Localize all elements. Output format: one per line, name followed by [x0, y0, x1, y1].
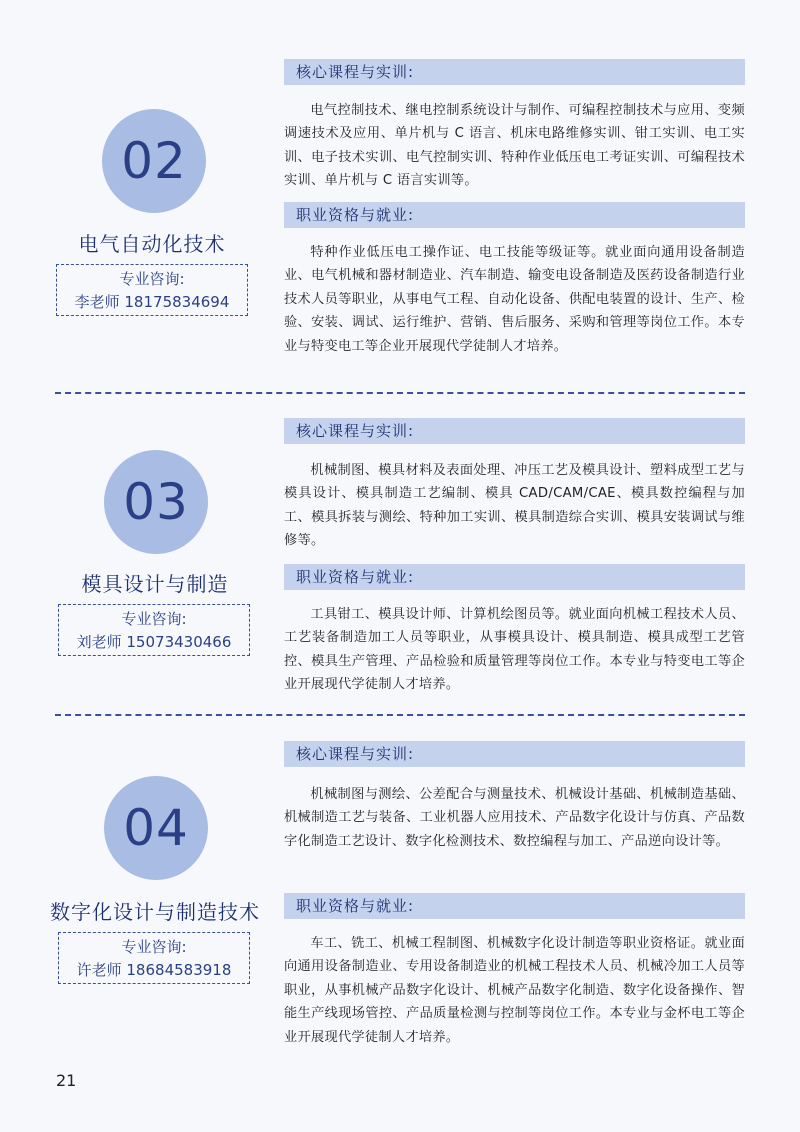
career-heading: 职业资格与就业: — [284, 202, 745, 228]
courses-text: 电气控制技术、继电控制系统设计与制作、可编程控制技术与应用、变频调速技术及应用、单片机与 C 语言、机床电路维修实训、钳工实训、电工实训、电子技术实训、电气控制实训、特种作业低压电工考证实训、可编程技术实训、单片机与 C 语言实训等。 — [284, 103, 745, 189]
major-title: 数字化设计与制造技术 — [50, 900, 260, 924]
career-text: 特种作业低压电工操作证、电工技能等级证等。就业面向通用设备制造业、电气机械和器材制造业、汽车制造、输变电设备制造及医药设备制造行业技术人员等职业，从事电气工程、自动化设备、供配电装置的设计、生产、检验、安装、调试、运行维护、营销、售后服务、采购和管理等岗位工作。本专业与特变电工等企业开展现代学徒制人才培养。 — [284, 245, 745, 354]
courses-text: 机械制图与测绘、公差配合与测量技术、机械设计基础、机械制造基础、机械制造工艺与装备、工业机器人应用技术、产品数字化设计与仿真、产品数字化制造工艺设计、数字化检测技术、数控编程与加工、产品逆向设计等。 — [284, 787, 745, 849]
contact-label: 专业咨询: — [121, 610, 187, 628]
program-number-badge: 04 — [104, 776, 208, 880]
courses-heading: 核心课程与实训: — [284, 741, 745, 767]
career-heading: 职业资格与就业: — [284, 564, 745, 590]
major-title: 电气自动化技术 — [78, 232, 226, 256]
page-number: 21 — [56, 1071, 77, 1090]
section-divider — [55, 392, 745, 394]
program-number-badge: 03 — [104, 450, 208, 554]
contact-label: 专业咨询: — [119, 270, 185, 288]
program-number-badge: 02 — [102, 109, 206, 213]
contact-person: 李老师 18175834694 — [74, 293, 230, 311]
career-heading: 职业资格与就业: — [284, 893, 745, 919]
contact-person: 许老师 18684583918 — [76, 961, 232, 979]
contact-box — [58, 604, 250, 656]
section-divider — [55, 714, 745, 716]
contact-box — [58, 932, 250, 984]
career-text: 工具钳工、模具设计师、计算机绘图员等。就业面向机械工程技术人员、工艺装备制造加工人员等职业，从事模具设计、模具制造、模具成型工艺管控、模具生产管理、产品检验和质量管理等岗位工作。本专业与特变电工等企业开展现代学徒制人才培养。 — [284, 607, 745, 693]
career-text: 车工、铣工、机械工程制图、机械数字化设计制造等职业资格证。就业面向通用设备制造业、专用设备制造业的机械工程技术人员、机械冷加工人员等职业，从事机械产品数字化设计、机械产品数字化制造、数字化设备操作、智能生产线现场管控、产品质量检测与控制等岗位工作。本专业与金杯电工等企业开展现代学徒制人才培养。 — [284, 936, 745, 1045]
courses-text: 机械制图、模具材料及表面处理、冲压工艺及模具设计、塑料成型工艺与模具设计、模具制造工艺编制、模具 CAD/CAM/CAE、模具数控编程与加工、模具拆装与测绘、特种加工实训、模具制造综合实训、模具安装调试与维修等。 — [284, 463, 745, 549]
courses-heading: 核心课程与实训: — [284, 59, 745, 85]
contact-person: 刘老师 15073430466 — [76, 633, 232, 651]
contact-box — [56, 264, 248, 316]
courses-heading: 核心课程与实训: — [284, 418, 745, 444]
major-title: 模具设计与制造 — [81, 572, 229, 596]
contact-label: 专业咨询: — [121, 938, 187, 956]
